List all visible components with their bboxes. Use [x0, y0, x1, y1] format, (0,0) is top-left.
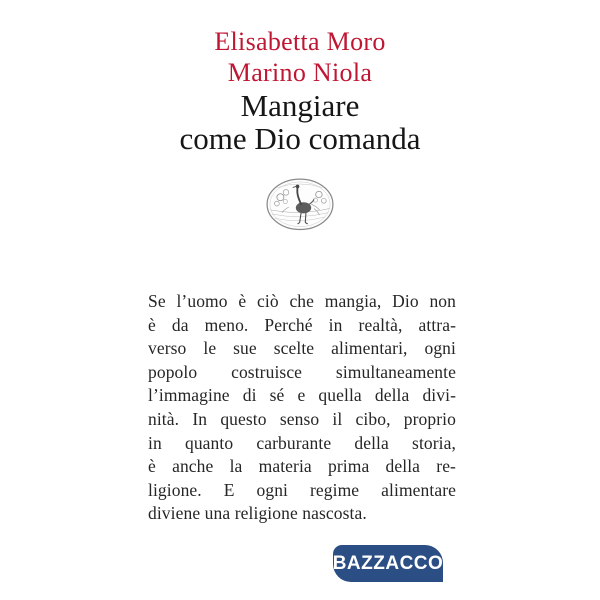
- synopsis-line: è da meno. Perché in realtà, attra-: [148, 314, 456, 335]
- synopsis-line: diviene una religione nascosta.: [148, 503, 367, 524]
- synopsis-text: [148, 290, 456, 526]
- synopsis-line: è anche la materia prima della re-: [148, 456, 456, 477]
- book-title-line-1: Mangiare: [240, 88, 360, 123]
- publisher-badge: [333, 545, 443, 582]
- synopsis-line: popolo costruisce simultaneamente: [148, 361, 456, 382]
- synopsis-line: in quanto carburante della storia,: [148, 432, 456, 453]
- synopsis-line: ligione. E ogni regime alimentare: [148, 479, 456, 500]
- author-name-2: Marino Niola: [227, 58, 373, 87]
- synopsis-line: l’immagine di sé e quella della divi-: [148, 385, 456, 406]
- book-title-line-2: come Dio comanda: [179, 121, 421, 156]
- author-names: [0, 26, 600, 88]
- synopsis-line: verso le sue scelte alimentari, ogni: [148, 338, 456, 359]
- synopsis-line: Se l’uomo è ciò che mangia, Dio non: [148, 291, 456, 311]
- publisher-emblem: [265, 176, 335, 234]
- publisher-badge-label: BAZZACCO: [332, 552, 444, 574]
- ostrich-engraving-icon: [265, 176, 335, 234]
- synopsis-line: nità. In questo senso il cibo, proprio: [148, 408, 456, 429]
- book-title: [0, 89, 600, 155]
- author-name-1: Elisabetta Moro: [214, 27, 386, 56]
